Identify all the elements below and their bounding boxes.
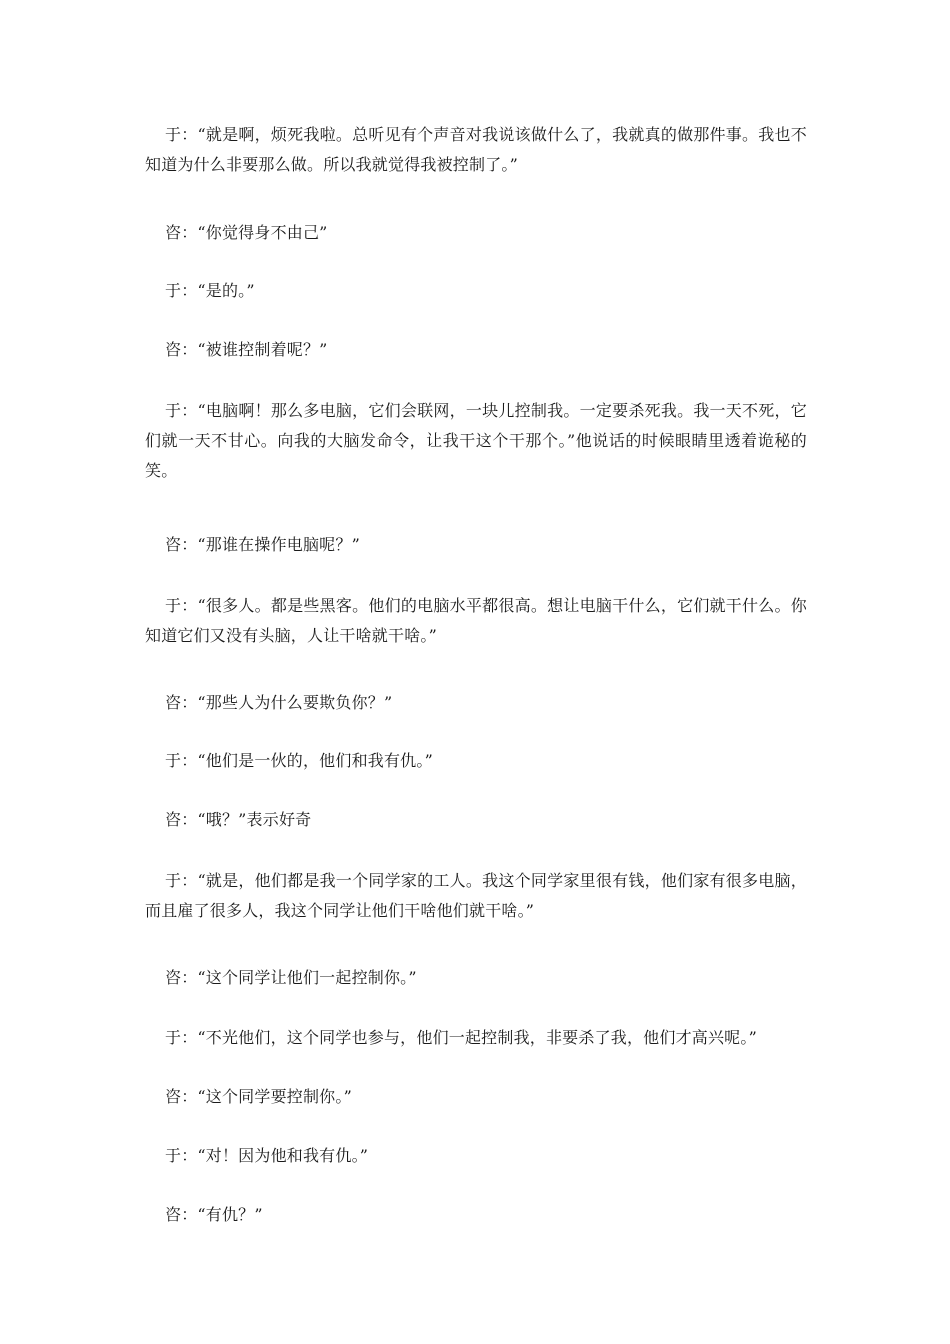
dialogue-paragraph: 于：“是的。” — [165, 281, 255, 300]
dialogue-paragraph: 于：“不光他们，这个同学也参与，他们一起控制我，非要杀了我，他们才高兴呢。” — [165, 1028, 757, 1047]
dialogue-paragraph: 于：“就是啊，烦死我啦。总听见有个声音对我说该做什么了，我就真的做那件事。我也不知道为什么非要那么做。所以我就觉得我被控制了。” — [145, 125, 807, 174]
dialogue-paragraph: 于：“他们是一伙的，他们和我有仇。” — [165, 751, 433, 770]
dialogue-paragraph: 咨：“被谁控制着呢？” — [165, 340, 328, 359]
dialogue-paragraph: 咨：“哦？”表示好奇 — [165, 810, 312, 829]
dialogue-paragraph: 咨：“有仇？” — [165, 1205, 263, 1224]
dialogue-paragraph: 咨：“这个同学让他们一起控制你。” — [165, 968, 417, 987]
dialogue-paragraph: 咨：“这个同学要控制你。” — [165, 1087, 352, 1106]
dialogue-paragraph: 咨：“那谁在操作电脑呢？” — [165, 535, 360, 554]
dialogue-paragraph: 于：“很多人。都是些黑客。他们的电脑水平都很高。想让电脑干什么，它们就干什么。你知道它们又没有头脑，人让干啥就干啥。” — [145, 596, 807, 645]
dialogue-paragraph: 咨：“你觉得身不由己” — [165, 223, 328, 242]
dialogue-paragraph: 于：“就是，他们都是我一个同学家的工人。我这个同学家里很有钱，他们家有很多电脑，而且雇了很多人，我这个同学让他们干啥他们就干啥。” — [145, 871, 807, 920]
dialogue-paragraph: 于：“电脑啊！那么多电脑，它们会联网，一块儿控制我。一定要杀死我。我一天不死，它们就一天不甘心。向我的大脑发命令，让我干这个干那个。”他说话的时候眼睛里透着诡秘的笑。 — [145, 401, 807, 480]
dialogue-paragraph: 咨：“那些人为什么要欺负你？” — [165, 693, 393, 712]
dialogue-paragraph: 于：“对！因为他和我有仇。” — [165, 1146, 369, 1165]
